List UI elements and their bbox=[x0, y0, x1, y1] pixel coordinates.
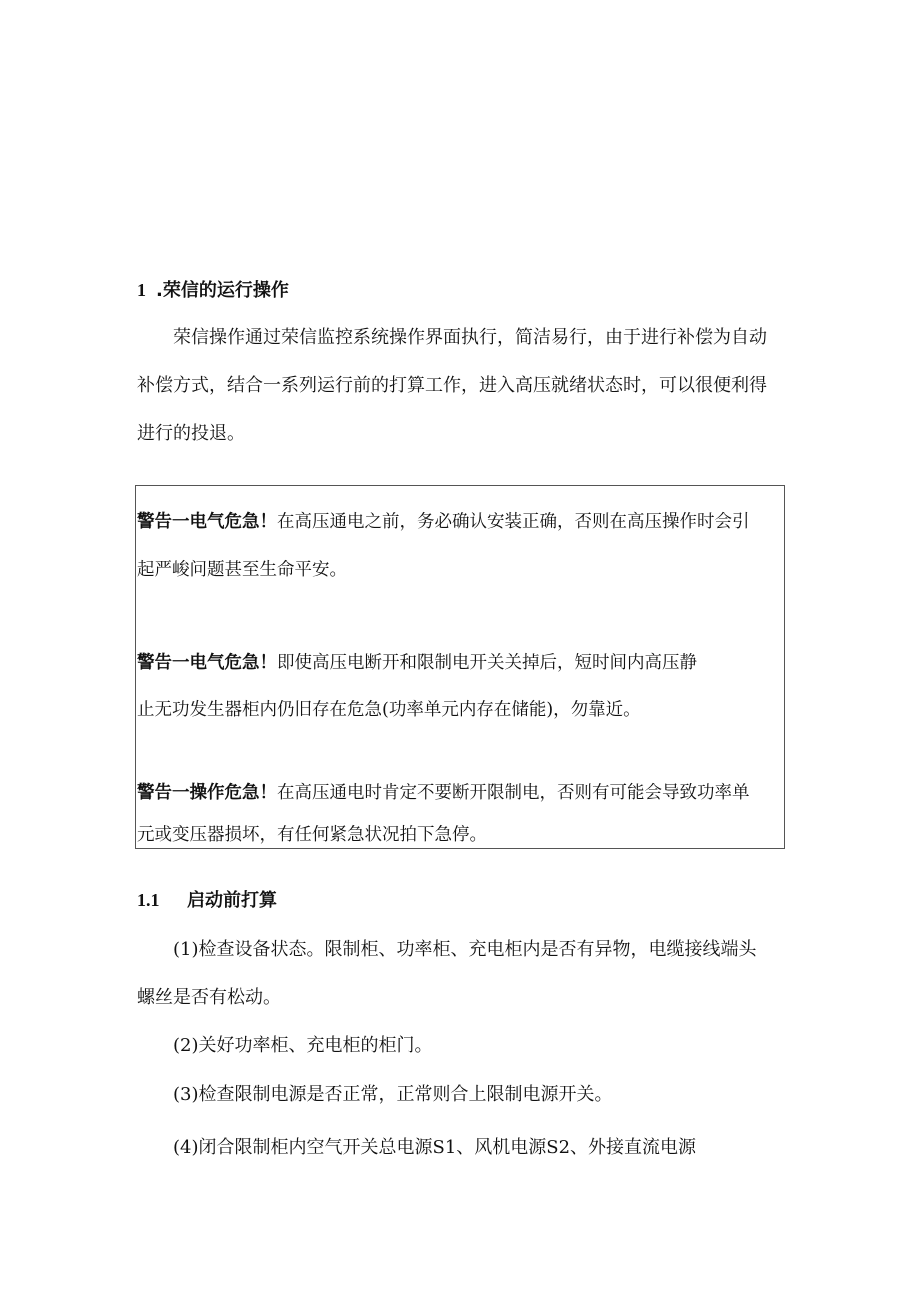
warning-line bbox=[137, 649, 697, 674]
warning-line: 起严峻问题甚至生命平安。 bbox=[137, 560, 347, 580]
subsection-heading bbox=[137, 886, 277, 912]
section-heading bbox=[137, 276, 289, 302]
section-number: 1 bbox=[137, 280, 146, 300]
warning-line bbox=[137, 779, 750, 804]
subsection-number: 1.1 bbox=[137, 890, 160, 910]
warning-text: 在高压通电时肯定不要断开限制电，否则有可能会导致功率单 bbox=[277, 783, 750, 803]
warning-line: 元或变压器损坏，有任何紧急状况拍下急停。 bbox=[137, 825, 487, 845]
intro-paragraph bbox=[137, 314, 787, 458]
step-item: (3)检查限制电源是否正常，正常则合上限制电源开关。 bbox=[173, 1084, 613, 1105]
section-title: .荣信的运行操作 bbox=[156, 280, 289, 301]
warning-line: 止无功发生器柜内仍旧存在危急(功率单元内存在储能)，勿靠近。 bbox=[137, 700, 641, 720]
warning-label: 警告一电气危急！ bbox=[137, 512, 277, 532]
step-item: (1)检查设备状态。限制柜、功率柜、充电柜内是否有异物，电缆接线端头 bbox=[173, 939, 757, 960]
step-item: 螺丝是否有松动。 bbox=[137, 987, 281, 1008]
paragraph-line: 荣信操作通过荣信监控系统操作界面执行，简洁易行，由于进行补偿为自动 bbox=[173, 327, 767, 348]
warning-text: 在高压通电之前，务必确认安装正确，否则在高压操作时会引 bbox=[277, 512, 750, 532]
warning-line bbox=[137, 508, 750, 533]
step-item: (4)闭合限制柜内空气开关总电源S1、风机电源S2、外接直流电源 bbox=[173, 1137, 697, 1158]
warning-text: 即使高压电断开和限制电开关关掉后，短时间内高压静 bbox=[277, 653, 697, 673]
paragraph-line: 进行的投退。 bbox=[137, 423, 245, 444]
step-item: (2)关好功率柜、充电柜的柜门。 bbox=[173, 1035, 433, 1056]
paragraph-line: 补偿方式，结合一系列运行前的打算工作，进入高压就绪状态时，可以很便利得 bbox=[137, 375, 767, 396]
warning-label: 警告一操作危急！ bbox=[137, 783, 277, 803]
warning-label: 警告一电气危急！ bbox=[137, 653, 277, 673]
subsection-title: 启动前打算 bbox=[187, 890, 277, 911]
warning-box bbox=[135, 485, 785, 849]
